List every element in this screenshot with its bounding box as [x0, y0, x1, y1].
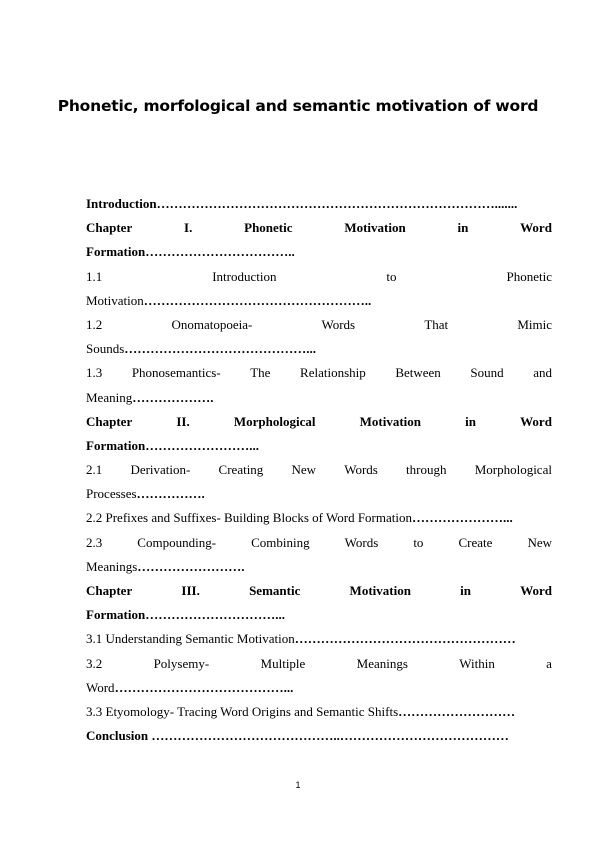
toc-word: I. — [184, 220, 193, 236]
toc-word: Words — [344, 462, 378, 478]
toc-word: 2.3 — [86, 534, 103, 550]
toc-word: Word — [520, 583, 552, 598]
toc-word: to — [386, 268, 397, 284]
toc-word: Onomatopoeia- — [171, 316, 253, 332]
toc-word: in — [457, 220, 469, 236]
toc-word: Phonetic — [244, 220, 293, 236]
toc-word: in — [465, 413, 476, 429]
toc-entry-1-3-cont[interactable] — [86, 386, 552, 410]
toc-entry-label: Formation — [86, 437, 146, 453]
toc-word: 1.2 — [86, 316, 103, 332]
toc-word: Relationship — [300, 365, 366, 381]
toc-entry-label: Conclusion — [86, 728, 152, 744]
toc-leader-dots: ……………………………………………………………………....... — [156, 196, 518, 211]
toc-leader-dots: ……………. — [136, 486, 205, 502]
toc-entry-2-3-cont[interactable] — [86, 555, 552, 579]
toc-word: III. — [181, 583, 200, 598]
toc-word: That — [424, 316, 449, 332]
toc-entry-label: Formation — [86, 607, 146, 623]
toc-entry-label: 2.2 Prefixes and Suffixes- Building Blocks of Word Formation — [86, 510, 412, 526]
toc-word: in — [460, 583, 471, 598]
toc-entry-chapter-3-cont[interactable] — [86, 603, 552, 627]
toc-word: Semantic — [249, 583, 301, 598]
toc-leader-dots: …………………………... — [145, 607, 285, 623]
toc-entry-chapter-3[interactable] — [86, 579, 552, 603]
toc-word: and — [533, 365, 552, 381]
toc-word: Morphological — [233, 413, 316, 429]
toc-leader-dots: …………………... — [411, 510, 513, 526]
toc-entry-chapter-2-cont[interactable] — [86, 434, 552, 458]
toc-entry-2-2[interactable] — [86, 506, 552, 530]
toc-word: Chapter — [86, 220, 133, 236]
toc-word: Morphological — [474, 462, 552, 478]
toc-entry-label: Meaning — [86, 389, 133, 405]
toc-entry-label: Introduction — [86, 196, 157, 211]
toc-word: Compounding- — [137, 534, 217, 550]
toc-entry-label: Word — [86, 679, 115, 695]
toc-entry-1-1-cont[interactable] — [86, 289, 552, 313]
toc-word: Mimic — [517, 316, 552, 332]
toc-word: Words — [321, 316, 356, 332]
toc-word: 1.1 — [86, 268, 103, 284]
table-of-contents — [86, 192, 552, 748]
toc-word: Phonosemantics- — [131, 365, 221, 381]
toc-entry-3-2-cont[interactable] — [86, 676, 552, 700]
toc-leader-dots: …………………………………... — [114, 679, 294, 695]
toc-word: Word — [520, 413, 552, 429]
toc-word: Derivation- — [130, 462, 191, 478]
toc-leader-dots: …………………………………………… — [294, 631, 516, 647]
page-title: Phonetic, morfological and semantic motivation of word — [57, 97, 539, 115]
page-number: 1 — [295, 780, 301, 790]
toc-word: Motivation — [344, 220, 406, 236]
toc-entry-label: Meanings — [86, 558, 138, 574]
toc-word: 3.2 — [86, 655, 103, 671]
toc-entry-label: 3.3 Etyomology- Tracing Word Origins and Semantic Shifts — [86, 703, 399, 719]
toc-word: New — [527, 534, 552, 550]
toc-word: Multiple — [260, 655, 306, 671]
toc-word: Between — [395, 365, 441, 381]
toc-entry-chapter-1-cont[interactable] — [86, 240, 552, 264]
toc-entry-1-1[interactable] — [86, 265, 552, 289]
toc-word: Create — [458, 534, 493, 550]
toc-leader-dots: ……………………… — [398, 703, 516, 719]
toc-word: Motivation — [349, 583, 411, 598]
toc-word: Motivation — [359, 413, 422, 429]
toc-leader-dots: ……………………………………... — [124, 341, 317, 357]
toc-word: through — [406, 462, 447, 478]
toc-entry-1-2-cont[interactable] — [86, 337, 552, 361]
toc-entry-3-3[interactable] — [86, 700, 552, 724]
toc-leader-dots: …………………………….. — [145, 244, 295, 260]
toc-leader-dots: …………………………………………….. — [143, 292, 372, 308]
toc-entry-introduction[interactable] — [86, 192, 552, 216]
toc-entry-3-1[interactable] — [86, 627, 552, 651]
toc-word: Chapter — [86, 583, 133, 598]
toc-leader-dots: ……………………………………..………………………………… — [151, 728, 509, 744]
toc-entry-2-3[interactable] — [86, 531, 552, 555]
toc-entry-2-1[interactable] — [86, 458, 552, 482]
toc-entry-label: 3.1 Understanding Semantic Motivation — [86, 631, 295, 647]
toc-entry-chapter-1[interactable] — [86, 216, 552, 240]
toc-word: Meanings — [356, 655, 408, 671]
toc-word: Polysemy- — [153, 655, 210, 671]
toc-word: 1.3 — [86, 365, 103, 381]
toc-word: Combining — [251, 534, 310, 550]
toc-word: Chapter — [86, 413, 133, 429]
toc-entry-1-2[interactable] — [86, 313, 552, 337]
toc-leader-dots: ……………………... — [145, 437, 259, 453]
toc-entry-label: Sounds — [86, 341, 125, 357]
toc-entry-label: Processes — [86, 486, 137, 502]
toc-entry-2-1-cont[interactable] — [86, 482, 552, 506]
toc-entry-chapter-2[interactable] — [86, 410, 552, 434]
toc-entry-3-2[interactable] — [86, 652, 552, 676]
toc-word: Words — [344, 534, 379, 550]
toc-word: Phonetic — [506, 268, 552, 284]
toc-word: Creating — [218, 462, 264, 478]
toc-entry-conclusion[interactable] — [86, 724, 552, 748]
toc-entry-label: Motivation — [86, 292, 144, 308]
toc-word: 2.1 — [86, 462, 103, 478]
toc-entry-label: Formation — [86, 244, 146, 260]
toc-word: a — [546, 655, 552, 671]
toc-leader-dots: ……………………. — [137, 558, 245, 574]
toc-leader-dots: ………………. — [132, 389, 214, 405]
toc-word: Introduction — [212, 268, 277, 284]
toc-word: The — [250, 365, 271, 381]
toc-word: II. — [176, 413, 190, 429]
toc-word: Word — [520, 220, 552, 236]
toc-word: to — [413, 534, 424, 550]
toc-word: Within — [459, 655, 495, 671]
toc-word: Sound — [470, 365, 504, 381]
toc-entry-1-3[interactable] — [86, 361, 552, 385]
toc-word: New — [291, 462, 317, 478]
